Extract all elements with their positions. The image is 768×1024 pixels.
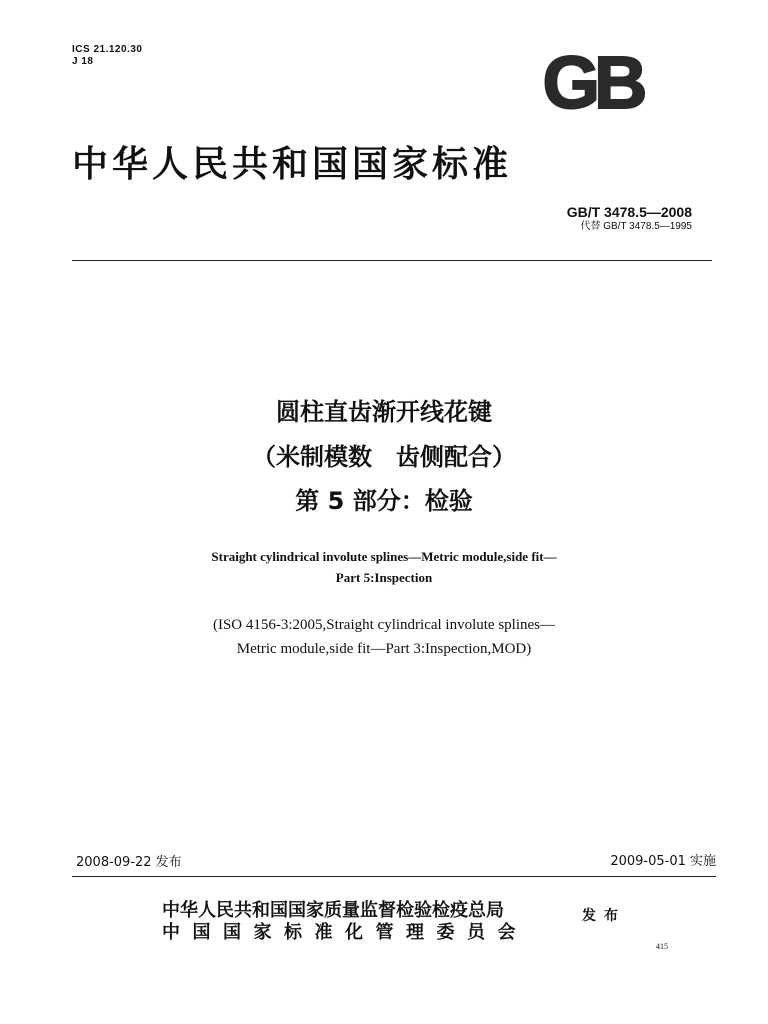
issuer-line1: 中华人民共和国国家质量监督检验检疫总局 bbox=[162, 900, 504, 921]
page-number: 415 bbox=[656, 942, 668, 951]
title-en-line1: Straight cylindrical involute splines—Metric module,side fit— bbox=[211, 549, 557, 564]
standard-type-heading: 中华人民共和国国家标准 bbox=[72, 143, 513, 185]
title-cn-line3: 第 5 部分：检验 bbox=[295, 487, 473, 515]
footer-divider bbox=[72, 876, 716, 877]
issuer-line2: 中国国家标准化管理委员会 bbox=[162, 922, 528, 943]
replaces-standard: 代替 GB/T 3478.5—1995 bbox=[580, 221, 692, 232]
gb-logo-text: GB bbox=[542, 52, 642, 118]
title-cn-line2: （米制模数 齿侧配合） bbox=[252, 443, 516, 471]
gb-logo bbox=[512, 52, 672, 118]
publish-label: 发布 bbox=[582, 908, 626, 924]
iso-reference-line1: (ISO 4156-3:2005,Straight cylindrical involute splines— bbox=[212, 617, 556, 633]
issue-date: 2008-09-22 发布 bbox=[76, 855, 182, 870]
classification-code: J 18 bbox=[72, 56, 94, 67]
iso-reference-line2: Metric module,side fit—Part 3:Inspection,MOD) bbox=[236, 641, 532, 657]
classification-codes bbox=[72, 44, 142, 68]
standard-number: GB/T 3478.5—2008 bbox=[566, 204, 692, 220]
title-en-line2: Part 5:Inspection bbox=[335, 570, 433, 585]
ics-code: ICS 21.120.30 bbox=[72, 44, 143, 55]
title-cn-line1: 圆柱直齿渐开线花键 bbox=[276, 398, 492, 426]
header-divider bbox=[72, 260, 712, 261]
gb-logo-graphic bbox=[512, 52, 672, 118]
implementation-date: 2009-05-01 实施 bbox=[610, 854, 716, 869]
